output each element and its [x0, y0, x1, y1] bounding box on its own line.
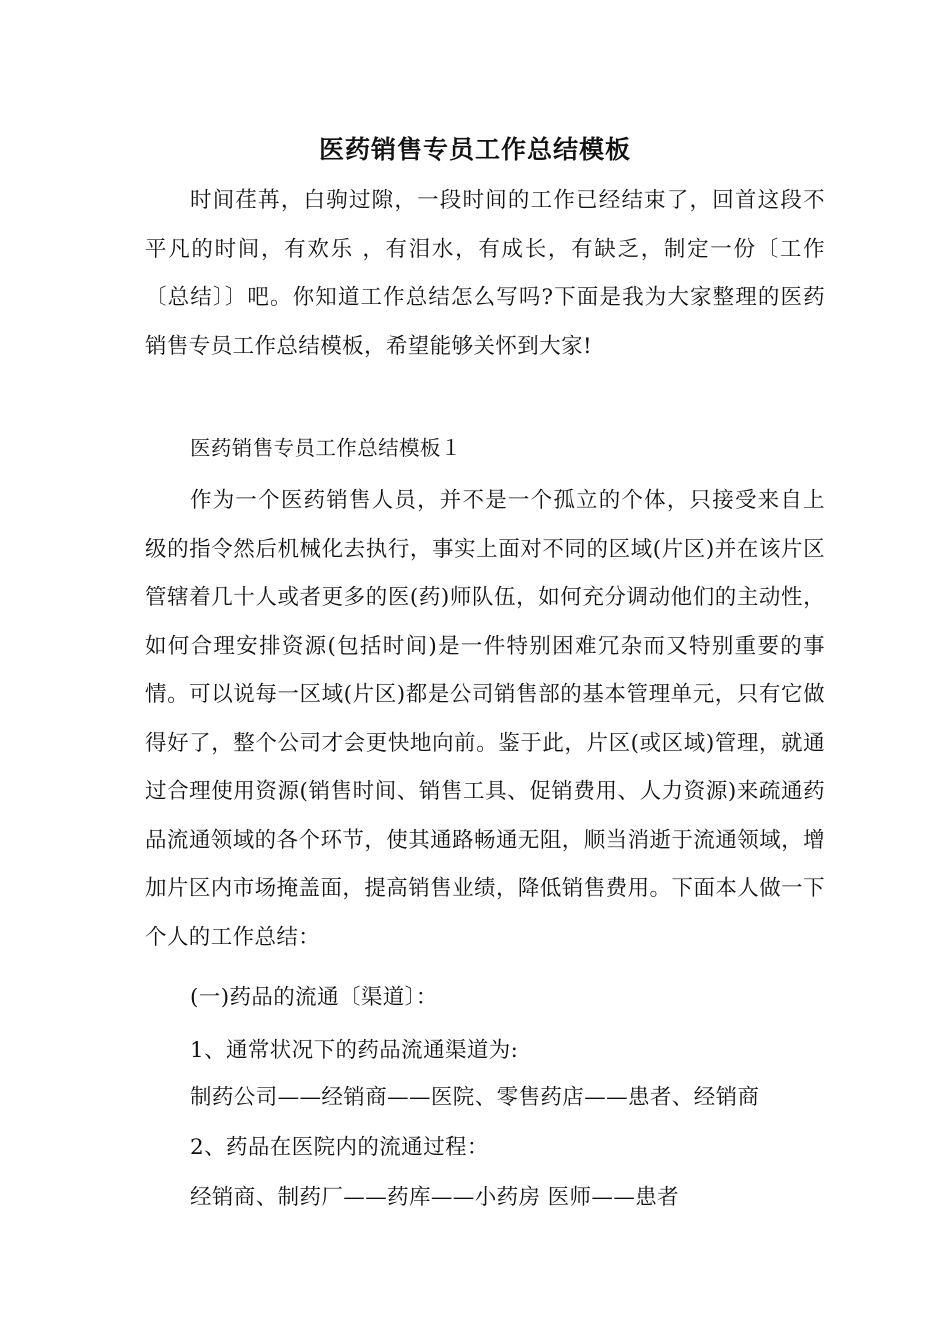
list-line-3: 2、药品在医院内的流通过程： [190, 1135, 489, 1160]
document-title: 医药销售专员工作总结模板 [318, 135, 631, 164]
section-heading: 医药销售专员工作总结模板１ [190, 436, 462, 460]
intro-paragraph: 时间荏苒，白驹过隙，一段时间的工作已经结束了，回首这段不平凡的时间，有欢乐 ，有泪水，有成长，有缺乏，制定一份〔工作〔总结〕〕吧。你知道工作总结怎么写吗?下面是我为大家整理的医药销售专员工作总结模板，希望能够关怀到大家! [145, 188, 825, 359]
body-paragraph: 作为一个医药销售人员，并不是一个孤立的个体，只接受来自上级的指令然后机械化去执行，事实上面对不同的区域(片区)并在该片区管辖着几十人或者更多的医(药)师队伍，如何充分调动他们的主动性，如何合理安排资源(包括时间)是一件特别困难冗杂而又特别重要的事情。可以说每一区域(片区)都是公司销售部的基本管理单元，只有它做得好了，整个公司才会更快地向前。鉴于此，片区(或区域)管理，就通过合理使用资源(销售时间、销售工具、促销费用、人力资源)来疏通药品流通领域的各个环节，使其通路畅通无阻，顺当消逝于流通领域，增加片区内市场掩盖面，提高销售业绩，降低销售费用。下面本人做一下个人的工作总结： [145, 488, 825, 950]
list-line-4: 经销商、制药厂——药库——小药房 医师——患者 [190, 1185, 680, 1210]
list-line-2: 制药公司——经销商——医院、零售药店——患者、经销商 [190, 1085, 760, 1110]
list-line-channel-heading: (一)药品的流通〔渠道〕： [190, 985, 438, 1010]
list-line-1: 1、通常状况下的药品流通渠道为: [190, 1038, 519, 1063]
